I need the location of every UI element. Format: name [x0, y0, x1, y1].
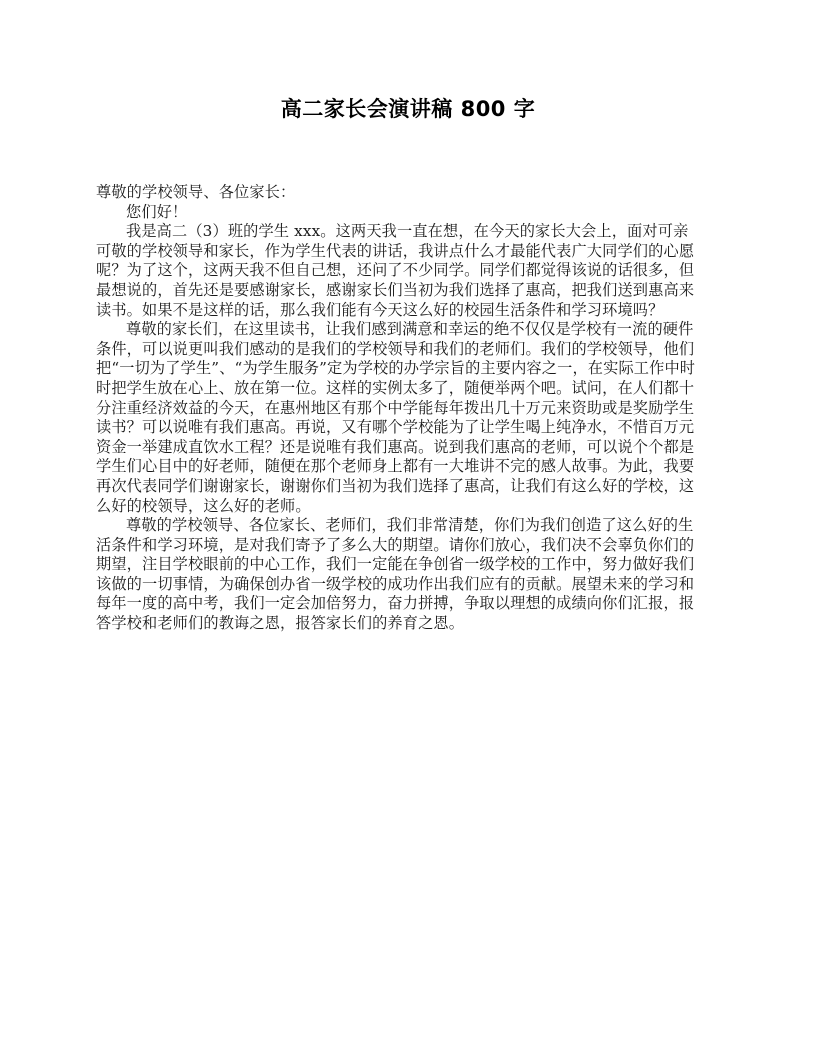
paragraph-line: 再次代表同学们谢谢家长，谢谢你们当初为我们选择了惠高，让我们有这么好的学校，这	[96, 476, 695, 495]
salutation: 尊敬的学校领导、各位家长：	[96, 183, 296, 201]
paragraph-line: 时把学生放在心上、放在第一位。这样的实例太多了，随便举两个吧。试问，在人们都十	[96, 378, 695, 397]
greeting: 您们好！	[126, 202, 188, 221]
paragraph-line: 么好的校领导，这么好的老师。	[96, 496, 311, 515]
paragraph-line: 最想说的，首先还是要感谢家长，感谢家长们当初为我们选择了惠高，把我们送到惠高来	[96, 280, 695, 299]
paragraph-1	[96, 222, 736, 320]
paragraph-3	[96, 516, 736, 634]
paragraph-line: 分注重经济效益的今天，在惠州地区有那个中学能每年拨出几十万元来资助或是奖励学生	[96, 398, 695, 417]
paragraph-line: 每年一度的高中考，我们一定会加倍努力，奋力拼搏，争取以理想的成绩向你们汇报，报	[96, 594, 695, 613]
paragraph-line: 读书？可以说唯有我们惠高。再说，又有哪个学校能为了让学生喝上纯净水，不惜百万元	[96, 418, 695, 437]
paragraph-line: 学生们心目中的好老师，随便在那个老师身上都有一大堆讲不完的感人故事。为此，我要	[96, 457, 695, 476]
paragraph-line: 资金一举建成直饮水工程？还是说唯有我们惠高。说到我们惠高的老师，可以说个个都是	[96, 437, 695, 456]
paragraph-2	[96, 320, 736, 516]
paragraph-line: 可敬的学校领导和家长，作为学生代表的讲话，我讲点什么才最能代表广大同学们的心愿	[96, 241, 695, 260]
paragraph-line: 该做的一切事情，为确保创办省一级学校的成功作出我们应有的贡献。展望未来的学习和	[96, 574, 695, 593]
paragraph-line: 尊敬的学校领导、各位家长、老师们，我们非常清楚，你们为我们创造了这么好的生	[126, 516, 694, 535]
paragraph-line: 答学校和老师们的教诲之恩，报答家长们的养育之恩。	[96, 614, 465, 633]
paragraph-line: 我是高二（3）班的学生 xxx。这两天我一直在想，在今天的家长大会上，面对可亲	[126, 222, 689, 241]
paragraph-line: 尊敬的家长们，在这里读书，让我们感到满意和幸运的绝不仅仅是学校有一流的硬件	[126, 320, 694, 339]
paragraph-line: 期望，注目学校眼前的中心工作，我们一定能在争创省一级学校的工作中，努力做好我们	[96, 555, 695, 574]
paragraph-line: 把“一切为了学生”、“为学生服务”定为学校的办学宗旨的主要内容之一，在实际工作中时	[96, 359, 696, 378]
paragraph-line: 读书。如果不是这样的话，那么我们能有今天这么好的校园生活条件和学习环境吗？	[96, 300, 664, 319]
paragraph-line: 活条件和学习环境，是对我们寄予了多么大的期望。请你们放心，我们决不会辜负你们的	[96, 535, 695, 554]
document-body	[96, 183, 736, 634]
paragraph-line: 呢？为了这个，这两天我不但自己想，还问了不少同学。同学们都觉得该说的话很多，但	[96, 261, 695, 280]
paragraph-line: 条件，可以说更叫我们感动的是我们的学校领导和我们的老师们。我们的学校领导，他们	[96, 339, 695, 358]
document-title: 高二家长会演讲稿 800 字	[280, 97, 536, 121]
